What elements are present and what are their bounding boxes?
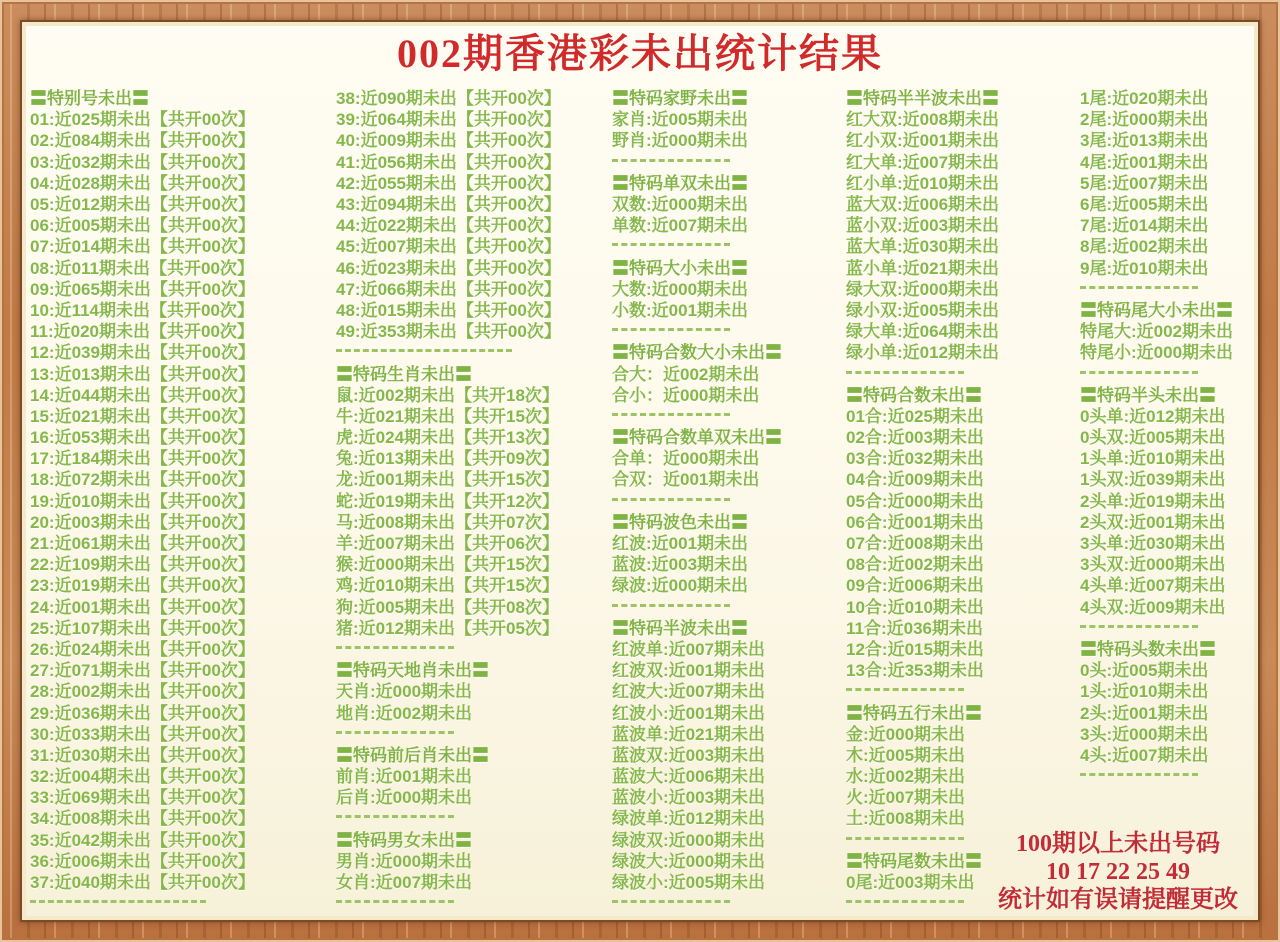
dashed-divider xyxy=(336,722,612,743)
stat-line: 合大：近002期未出 xyxy=(612,364,760,384)
stat-line: 红波小:近001期未出 xyxy=(612,703,766,723)
stat-line: 33:近069期未出【共开00次】 xyxy=(30,788,255,808)
stat-line: 3尾:近013期未出 xyxy=(1080,131,1209,151)
dashed-divider xyxy=(846,361,1080,382)
dashed-divider xyxy=(30,891,336,912)
stat-line: 18:近072期未出【共开00次】 xyxy=(30,470,255,490)
stat-line: 07合:近008期未出 xyxy=(846,534,984,554)
stat-line: 49:近353期未出【共开00次】 xyxy=(336,322,561,342)
stat-line: 鼠:近002期未出【共开18次】 xyxy=(336,385,559,405)
section-header: 〓特码半半波未出〓 xyxy=(846,89,999,109)
stat-line: 40:近009期未出【共开00次】 xyxy=(336,131,561,151)
page-title: 002期香港彩未出统计结果 xyxy=(397,31,883,76)
stat-line: 34:近008期未出【共开00次】 xyxy=(30,809,255,829)
dashed-divider xyxy=(336,637,612,658)
stat-line: 03:近032期未出【共开00次】 xyxy=(30,152,255,172)
stat-line: 11合:近036期未出 xyxy=(846,618,983,638)
stat-line: 绿小单:近012期未出 xyxy=(846,343,1000,363)
stat-line: 38:近090期未出【共开00次】 xyxy=(336,89,561,109)
stat-line: 02:近084期未出【共开00次】 xyxy=(30,131,255,151)
stats-columns xyxy=(26,80,1254,912)
stat-line: 13合:近353期未出 xyxy=(846,661,984,681)
stat-line: 46:近023期未出【共开00次】 xyxy=(336,258,561,278)
stat-line: 红波:近001期未出 xyxy=(612,534,749,554)
stat-line: 猴:近000期未出【共开15次】 xyxy=(336,555,559,575)
section-header: 〓特码五行未出〓 xyxy=(846,703,982,723)
stat-line: 12合:近015期未出 xyxy=(846,639,984,659)
stat-line: 4尾:近001期未出 xyxy=(1080,152,1209,172)
dashed-divider xyxy=(1080,361,1254,382)
dashed-divider xyxy=(336,806,612,827)
stats-column-special-numbers-01-37 xyxy=(30,86,336,912)
dashed-divider xyxy=(1080,764,1254,785)
stat-line: 合单：近000期未出 xyxy=(612,449,760,469)
stat-line: 男肖:近000期未出 xyxy=(336,851,473,871)
stat-line: 15:近021期未出【共开00次】 xyxy=(30,406,255,426)
stat-line: 绿波:近000期未出 xyxy=(612,576,749,596)
footer-line-3: 统计如有误请提醒更改 xyxy=(998,887,1238,913)
stat-line: 红小单:近010期未出 xyxy=(846,173,1000,193)
section-header: 〓特码尾大小未出〓 xyxy=(1080,300,1233,320)
stat-line: 2头单:近019期未出 xyxy=(1080,491,1226,511)
stat-line: 10:近114期未出【共开00次】 xyxy=(30,300,254,320)
stat-line: 0尾:近003期未出 xyxy=(846,873,975,893)
dashed-divider xyxy=(846,679,1080,700)
stat-line: 蓝波小:近003期未出 xyxy=(612,788,766,808)
stat-line: 1尾:近020期未出 xyxy=(1080,89,1209,109)
stat-line: 后肖:近000期未出 xyxy=(336,788,473,808)
stat-line: 牛:近021期未出【共开15次】 xyxy=(336,406,559,426)
stat-line: 蓝波大:近006期未出 xyxy=(612,767,766,787)
dashed-divider xyxy=(612,891,846,912)
stat-line: 虎:近024期未出【共开13次】 xyxy=(336,428,559,448)
stat-line: 3头双:近000期未出 xyxy=(1080,555,1226,575)
dashed-divider xyxy=(612,234,846,255)
stat-line: 马:近008期未出【共开07次】 xyxy=(336,512,559,532)
stat-line: 05合:近000期未出 xyxy=(846,491,984,511)
footer-note xyxy=(984,830,1252,914)
stat-line: 红波大:近007期未出 xyxy=(612,682,766,702)
stat-line: 42:近055期未出【共开00次】 xyxy=(336,173,561,193)
dashed-divider xyxy=(1080,616,1254,637)
stats-board xyxy=(26,26,1254,916)
stat-line: 37:近040期未出【共开00次】 xyxy=(30,873,255,893)
stat-line: 16:近053期未出【共开00次】 xyxy=(30,428,255,448)
stat-line: 土:近008期未出 xyxy=(846,809,966,829)
stat-line: 木:近005期未出 xyxy=(846,745,966,765)
stat-line: 2头:近001期未出 xyxy=(1080,703,1209,723)
section-header: 〓特码大小未出〓 xyxy=(612,258,748,278)
stat-line: 02合:近003期未出 xyxy=(846,428,984,448)
stat-line: 绿小双:近005期未出 xyxy=(846,300,1000,320)
stat-line: 26:近024期未出【共开00次】 xyxy=(30,639,255,659)
stat-line: 06合:近001期未出 xyxy=(846,512,984,532)
stat-line: 23:近019期未出【共开00次】 xyxy=(30,576,255,596)
stat-line: 双数:近000期未出 xyxy=(612,195,749,215)
stat-line: 09:近065期未出【共开00次】 xyxy=(30,279,255,299)
stat-line: 金:近000期未出 xyxy=(846,724,966,744)
stat-line: 红小双:近001期未出 xyxy=(846,131,1000,151)
stat-line: 兔:近013期未出【共开09次】 xyxy=(336,449,559,469)
stat-line: 0头单:近012期未出 xyxy=(1080,406,1226,426)
footer-line-2: 10 17 22 25 49 xyxy=(1046,859,1190,885)
stat-line: 1头单:近010期未出 xyxy=(1080,449,1226,469)
stat-line: 蓝波双:近003期未出 xyxy=(612,745,766,765)
stat-line: 地肖:近002期未出 xyxy=(336,703,473,723)
stats-column-attribute-stats xyxy=(612,86,846,912)
stat-line: 07:近014期未出【共开00次】 xyxy=(30,237,255,257)
stat-line: 6尾:近005期未出 xyxy=(1080,195,1209,215)
stat-line: 水:近002期未出 xyxy=(846,767,966,787)
stat-line: 特尾大:近002期未出 xyxy=(1080,322,1234,342)
stat-line: 35:近042期未出【共开00次】 xyxy=(30,830,255,850)
stat-line: 5尾:近007期未出 xyxy=(1080,173,1209,193)
stat-line: 27:近071期未出【共开00次】 xyxy=(30,661,255,681)
stat-line: 04合:近009期未出 xyxy=(846,470,984,490)
dashed-divider xyxy=(1080,277,1254,298)
section-header: 〓特码尾数未出〓 xyxy=(846,851,982,871)
stat-line: 9尾:近010期未出 xyxy=(1080,258,1209,278)
stat-line: 11:近020期未出【共开00次】 xyxy=(30,322,254,342)
stat-line: 12:近039期未出【共开00次】 xyxy=(30,343,255,363)
section-header: 〓特码半头未出〓 xyxy=(1080,385,1216,405)
stat-line: 绿波双:近000期未出 xyxy=(612,830,766,850)
stat-line: 17:近184期未出【共开00次】 xyxy=(30,449,255,469)
section-header: 〓特码男女未出〓 xyxy=(336,830,472,850)
stat-line: 24:近001期未出【共开00次】 xyxy=(30,597,255,617)
stat-line: 44:近022期未出【共开00次】 xyxy=(336,216,561,236)
stat-line: 大数:近000期未出 xyxy=(612,279,749,299)
stats-column-special-numbers-38-49-and-zodiac xyxy=(336,86,612,912)
stat-line: 红波双:近001期未出 xyxy=(612,661,766,681)
stat-line: 羊:近007期未出【共开06次】 xyxy=(336,534,559,554)
dashed-divider xyxy=(612,404,846,425)
stat-line: 2尾:近000期未出 xyxy=(1080,110,1209,130)
stat-line: 红波单:近007期未出 xyxy=(612,639,766,659)
stat-line: 14:近044期未出【共开00次】 xyxy=(30,385,255,405)
stat-line: 43:近094期未出【共开00次】 xyxy=(336,195,561,215)
stat-line: 47:近066期未出【共开00次】 xyxy=(336,279,561,299)
stat-line: 猪:近012期未出【共开05次】 xyxy=(336,618,559,638)
stat-line: 合小：近000期未出 xyxy=(612,385,760,405)
stat-line: 45:近007期未出【共开00次】 xyxy=(336,237,561,257)
stat-line: 前肖:近001期未出 xyxy=(336,767,473,787)
section-header: 〓特码合数未出〓 xyxy=(846,385,982,405)
stat-line: 蓝大双:近006期未出 xyxy=(846,195,1000,215)
stat-line: 合双：近001期未出 xyxy=(612,470,760,490)
section-header: 〓特码合数单双未出〓 xyxy=(612,428,782,448)
stat-line: 09合:近006期未出 xyxy=(846,576,984,596)
stat-line: 天肖:近000期未出 xyxy=(336,682,473,702)
dashed-divider xyxy=(612,595,846,616)
stat-line: 36:近006期未出【共开00次】 xyxy=(30,851,255,871)
dashed-divider xyxy=(612,150,846,171)
stat-line: 3头:近000期未出 xyxy=(1080,724,1209,744)
dashed-divider xyxy=(336,891,612,912)
stat-line: 4头单:近007期未出 xyxy=(1080,576,1226,596)
stat-line: 05:近012期未出【共开00次】 xyxy=(30,195,255,215)
stat-line: 小数:近001期未出 xyxy=(612,300,749,320)
section-header: 〓特码天地肖未出〓 xyxy=(336,661,489,681)
dashed-divider xyxy=(336,340,612,361)
stat-line: 蓝大单:近030期未出 xyxy=(846,237,1000,257)
stat-line: 39:近064期未出【共开00次】 xyxy=(336,110,561,130)
stat-line: 绿波小:近005期未出 xyxy=(612,873,766,893)
section-header: 〓特码波色未出〓 xyxy=(612,512,748,532)
stat-line: 蛇:近019期未出【共开12次】 xyxy=(336,491,559,511)
stat-line: 野肖:近000期未出 xyxy=(612,131,749,151)
stat-line: 狗:近005期未出【共开08次】 xyxy=(336,597,559,617)
stat-line: 48:近015期未出【共开00次】 xyxy=(336,300,561,320)
stat-line: 29:近036期未出【共开00次】 xyxy=(30,703,255,723)
footer-line-1: 100期以上未出号码 xyxy=(1016,831,1220,857)
stat-line: 4头双:近009期未出 xyxy=(1080,597,1226,617)
stat-line: 绿大双:近000期未出 xyxy=(846,279,1000,299)
stat-line: 31:近030期未出【共开00次】 xyxy=(30,745,255,765)
stat-line: 1头双:近039期未出 xyxy=(1080,470,1226,490)
stat-line: 龙:近001期未出【共开15次】 xyxy=(336,470,559,490)
stat-line: 01:近025期未出【共开00次】 xyxy=(30,110,255,130)
stat-line: 女肖:近007期未出 xyxy=(336,873,473,893)
stat-line: 单数:近007期未出 xyxy=(612,216,749,236)
stat-line: 04:近028期未出【共开00次】 xyxy=(30,173,255,193)
stat-line: 蓝波:近003期未出 xyxy=(612,555,749,575)
stat-line: 2头双:近001期未出 xyxy=(1080,512,1226,532)
stat-line: 红大单:近007期未出 xyxy=(846,152,1000,172)
stat-line: 4头:近007期未出 xyxy=(1080,745,1209,765)
stat-line: 22:近109期未出【共开00次】 xyxy=(30,555,255,575)
stat-line: 绿波单:近012期未出 xyxy=(612,809,766,829)
stat-line: 1头:近010期未出 xyxy=(1080,682,1209,702)
section-header: 〓特码半波未出〓 xyxy=(612,618,748,638)
stat-line: 0头双:近005期未出 xyxy=(1080,428,1226,448)
stat-line: 32:近004期未出【共开00次】 xyxy=(30,767,255,787)
stat-line: 08:近011期未出【共开00次】 xyxy=(30,258,254,278)
stat-line: 3头单:近030期未出 xyxy=(1080,534,1226,554)
section-header: 〓特码家野未出〓 xyxy=(612,89,748,109)
section-header: 〓特码合数大小未出〓 xyxy=(612,343,782,363)
stat-line: 20:近003期未出【共开00次】 xyxy=(30,512,255,532)
stat-line: 41:近056期未出【共开00次】 xyxy=(336,152,561,172)
section-header: 〓特码头数未出〓 xyxy=(1080,639,1216,659)
stat-line: 红大双:近008期未出 xyxy=(846,110,1000,130)
stat-line: 25:近107期未出【共开00次】 xyxy=(30,618,255,638)
stat-line: 30:近033期未出【共开00次】 xyxy=(30,724,255,744)
stat-line: 08合:近002期未出 xyxy=(846,555,984,575)
stat-line: 蓝小双:近003期未出 xyxy=(846,216,1000,236)
stat-line: 特尾小:近000期未出 xyxy=(1080,343,1234,363)
stats-column-half-wave-and-sum-stats xyxy=(846,86,1080,912)
stat-line: 蓝波单:近021期未出 xyxy=(612,724,766,744)
section-header: 〓特码前后肖未出〓 xyxy=(336,745,489,765)
stat-line: 鸡:近010期未出【共开15次】 xyxy=(336,576,559,596)
stat-line: 绿大单:近064期未出 xyxy=(846,322,1000,342)
frame-mat xyxy=(20,20,1260,922)
stat-line: 绿波大:近000期未出 xyxy=(612,851,766,871)
stat-line: 7尾:近014期未出 xyxy=(1080,216,1209,236)
stat-line: 01合:近025期未出 xyxy=(846,406,984,426)
stat-line: 03合:近032期未出 xyxy=(846,449,984,469)
stat-line: 21:近061期未出【共开00次】 xyxy=(30,534,255,554)
stat-line: 13:近013期未出【共开00次】 xyxy=(30,364,255,384)
stat-line: 8尾:近002期未出 xyxy=(1080,237,1209,257)
dashed-divider xyxy=(612,489,846,510)
stat-line: 家肖:近005期未出 xyxy=(612,110,749,130)
stat-line: 火:近007期未出 xyxy=(846,788,966,808)
stat-line: 0头:近005期未出 xyxy=(1080,661,1209,681)
stat-line: 19:近010期未出【共开00次】 xyxy=(30,491,255,511)
section-header: 〓特码生肖未出〓 xyxy=(336,364,472,384)
stat-line: 蓝小单:近021期未出 xyxy=(846,258,1000,278)
stats-column-tail-and-head-stats xyxy=(1080,86,1254,785)
section-header: 〓特别号未出〓 xyxy=(30,89,149,109)
stat-line: 10合:近010期未出 xyxy=(846,597,984,617)
section-header: 〓特码单双未出〓 xyxy=(612,173,748,193)
dashed-divider xyxy=(612,319,846,340)
stat-line: 06:近005期未出【共开00次】 xyxy=(30,216,255,236)
stat-line: 28:近002期未出【共开00次】 xyxy=(30,682,255,702)
